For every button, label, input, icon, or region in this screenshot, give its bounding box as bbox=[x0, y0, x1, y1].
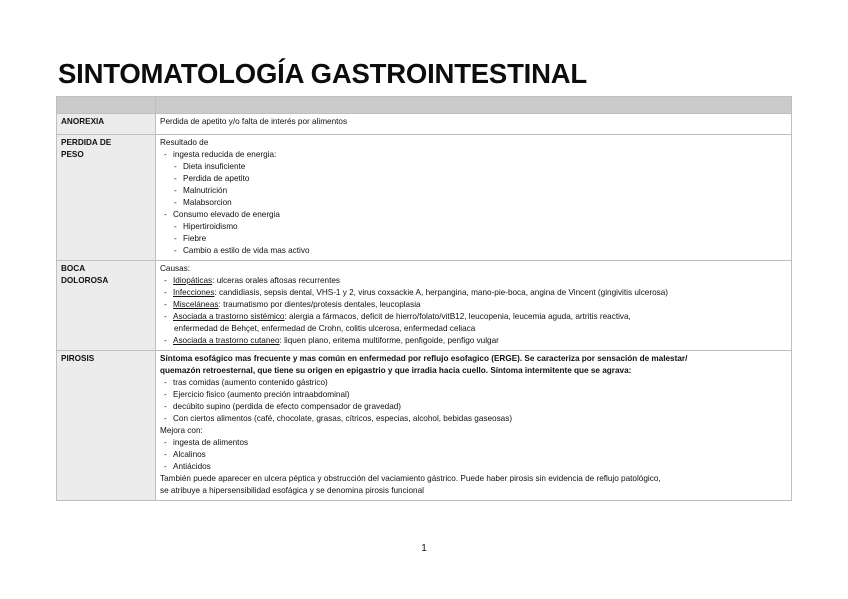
label-line-2: DOLOROSA bbox=[61, 276, 109, 285]
list-item: - Asociada a trastorno cutaneo: liquen plano, eritema multiforme, penfigoide, penfigo vulgar bbox=[164, 336, 499, 345]
pirosis-paragraph-line: se atribuye a hipersensibilidad esofágica y se denomina pirosis funcional bbox=[160, 486, 424, 495]
list-item: - ingesta de alimentos bbox=[164, 438, 249, 447]
label-line-1: PERDIDA DE bbox=[61, 138, 112, 147]
list-item: - Alcalinos bbox=[164, 450, 206, 459]
row-content-perdida-de-peso bbox=[156, 135, 792, 261]
list-item: - Asociada a trastorno sistémico: alergia a fármacos, deficit de hierro/folato/vitB12, leucopenia, leucemia aguda, artritis reactiva, bbox=[164, 312, 631, 321]
pirosis-paragraph-line: quemazón retroesternal, que tiene su origen en epigastrio y que irradia hacia cuello. Síntoma intermitente que se agrava: bbox=[160, 366, 632, 375]
row-content-pirosis bbox=[156, 351, 792, 501]
page-number: 1 bbox=[421, 543, 427, 554]
list-item-continuation: enfermedad de Behçet, enfermedad de Crohn, colitis ulcerosa, enfermedad celiaca bbox=[174, 324, 476, 333]
list-item: - Malabsorcion bbox=[174, 198, 232, 207]
pirosis-paragraph-line: También puede aparecer en ulcera péptica y obstrucción del vaciamiento gástrico. Puede haber pirosis sin evidencia de reflujo patológico, bbox=[160, 474, 661, 483]
table-row-pirosis bbox=[57, 351, 792, 501]
list-item: - Fiebre bbox=[174, 234, 207, 243]
symptom-table bbox=[56, 96, 792, 501]
list-item: - Antiácidos bbox=[164, 462, 211, 471]
row-label-pirosis: PIROSIS bbox=[57, 351, 156, 501]
list-item: - Consumo elevado de energia bbox=[164, 210, 280, 219]
anorexia-text: Perdida de apetito y/o falta de interés por alimentos bbox=[160, 117, 348, 126]
list-item: - Malnutrición bbox=[174, 186, 228, 195]
list-item: - Con ciertos alimentos (café, chocolate, grasas, cítricos, especias, alcohol, bebidas gaseosas) bbox=[164, 414, 513, 423]
page-title: SINTOMATOLOGÍA GASTROINTESTINAL bbox=[58, 58, 588, 89]
perdida-intro: Resultado de bbox=[160, 138, 209, 147]
list-item: - Dieta insuficiente bbox=[174, 162, 246, 171]
list-item: - Cambio a estilo de vida mas activo bbox=[174, 246, 310, 255]
list-item: - decúbito supino (perdida de efecto compensador de gravedad) bbox=[164, 402, 402, 411]
boca-intro: Causas: bbox=[160, 264, 191, 273]
list-item: - tras comidas (aumento contenido gástrico) bbox=[164, 378, 328, 387]
list-item: - Perdida de apetito bbox=[174, 174, 250, 183]
table-row-perdida-de-peso bbox=[57, 135, 792, 261]
table-row-boca-dolorosa bbox=[57, 261, 792, 351]
list-item: - Misceláneas: traumatismo por dientes/protesis dentales, leucoplasia bbox=[164, 300, 421, 309]
header-cell-2 bbox=[156, 97, 792, 114]
header-cell-1 bbox=[57, 97, 156, 114]
list-item: - ingesta reducida de energia: bbox=[164, 150, 277, 159]
table-header-row bbox=[57, 97, 792, 114]
label-line-2: PESO bbox=[61, 150, 84, 159]
row-content-anorexia bbox=[156, 114, 792, 135]
row-label-perdida-de-peso bbox=[57, 135, 156, 261]
list-item: - Ejercicio fisico (aumento preción intraabdominal) bbox=[164, 390, 350, 399]
row-label-boca-dolorosa bbox=[57, 261, 156, 351]
row-label-anorexia: ANOREXIA bbox=[57, 114, 156, 135]
table-row-anorexia bbox=[57, 114, 792, 135]
list-item: - Hipertiroidismo bbox=[174, 222, 238, 231]
list-item: - Infecciones: candidiasis, sepsis dental, VHS-1 y 2, virus coxsackie A, herpangina, mano-pie-boca, angina de Vincent (gingivitis ulcerosa) bbox=[164, 288, 669, 297]
list-item: - Idiopáticas: ulceras orales aftosas recurrentes bbox=[164, 276, 341, 285]
label-line-1: BOCA bbox=[61, 264, 86, 273]
pirosis-paragraph-line: Síntoma esofágico mas frecuente y mas común en enfermedad por reflujo esofagico (ERGE). Se caracteriza por sensación de malestar/ bbox=[160, 354, 688, 363]
pirosis-improves-intro: Mejora con: bbox=[160, 426, 203, 435]
row-content-boca-dolorosa bbox=[156, 261, 792, 351]
